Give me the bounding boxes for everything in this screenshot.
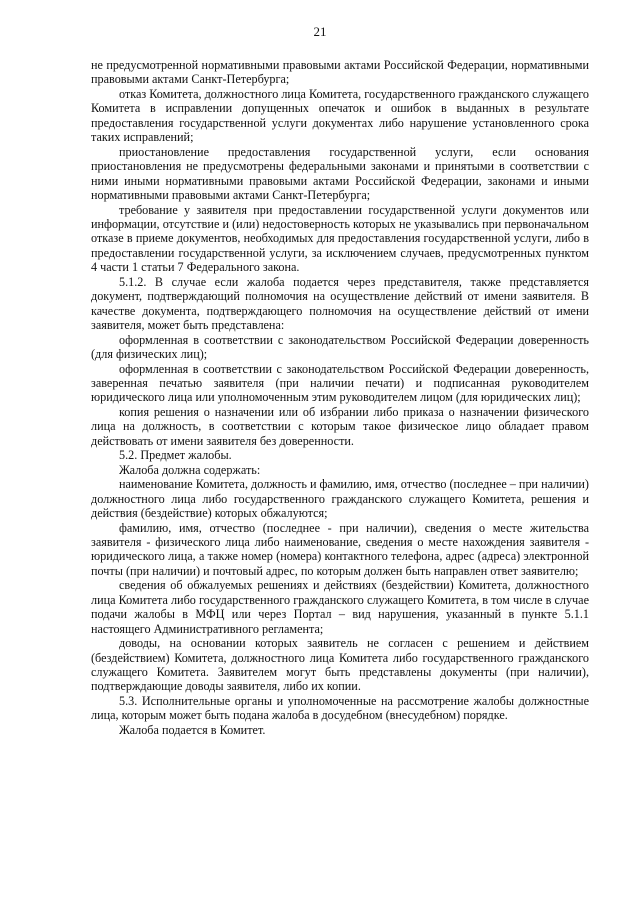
paragraph: требование у заявителя при предоставлении государственной услуги документов или информации, отсутствие и (или) недостоверность которых не указывались при первоначальном отказе в приеме документов, необходимых для предоставления государственной услуги, либо в предоставлении государственной услуги, за исключением случаев, предусмотренных пунктом 4 части 1 статьи 7 Федерального закона. [91,202,589,275]
paragraph: сведения об обжалуемых решениях и действиях (бездействии) Комитета, должностного лица Комитета либо государственного гражданского служащего Комитета, в том числе в случае подачи жалобы в МФЦ или через Портал – вид нарушения, указанный в пункте 5.1.1 настоящего Административного регламента; [91,578,589,636]
paragraph: оформленная в соответствии с законодательством Российской Федерации доверенность, заверенная печатью заявителя (при наличии печати) и подписанная руководителем юридического лица или уполномоченным этим руководителем лицом (для юридических лиц); [91,361,589,405]
paragraph: копия решения о назначении или об избрании либо приказа о назначении физического лица на должность, в соответствии с которым такое физическое лицо обладает правом действовать от имени заявителя без доверенности. [91,404,589,448]
paragraph: Жалоба должна содержать: [119,462,261,477]
paragraph: 5.2. Предмет жалобы. [119,448,232,463]
page-number: 21 [313,24,327,39]
document-body [91,58,589,737]
paragraph: 5.3. Исполнительные органы и уполномоченные на рассмотрение жалобы должностные лица, которым может быть подана жалоба в досудебном (внесудебном) порядке. [91,693,589,723]
paragraph: доводы, на основании которых заявитель не согласен с решением и действием (бездействием) Комитета, должностного лица Комитета либо государственного гражданского служащего Комитета. Заявителем могут быть представлены документы (при наличии), подтверждающие доводы заявителя, либо их копии. [91,636,589,694]
paragraph: наименование Комитета, должность и фамилию, имя, отчество (последнее – при наличии) должностного лица либо государственного гражданского служащего Комитета, решения и действия (бездействие) которых обжалуются; [91,477,589,521]
paragraph: приостановление предоставления государственной услуги, если основания приостановления не предусмотрены федеральными законами и принятыми в соответствии с ними иными нормативными правовыми актами Российской Федерации, законами и иными нормативными правовыми актами Санкт-Петербурга; [91,144,589,203]
paragraph: отказ Комитета, должностного лица Комитета, государственного гражданского служащего Комитета в исправлении допущенных опечаток и ошибок в выданных в результате предоставления государственной услуги документах либо нарушение установленного срока таких исправлений; [91,86,589,145]
paragraph: не предусмотренной нормативными правовыми актами Российской Федерации, нормативными правовыми актами Санкт-Петербурга; [91,58,589,87]
paragraph: фамилию, имя, отчество (последнее - при наличии), сведения о месте жительства заявителя - физического лица либо наименование, сведения о месте нахождения заявителя - юридического лица, а также номер (номера) контактного телефона, адрес (адреса) электронной почты (при наличии) и почтовый адрес, по которым должен быть направлен ответ заявителю; [91,520,589,578]
paragraph: оформленная в соответствии с законодательством Российской Федерации доверенность (для физических лиц); [91,332,589,362]
paragraph: 5.1.2. В случае если жалоба подается через представителя, также представляется документ, подтверждающий полномочия на осуществление действий от имени заявителя. В качестве документа, подтверждающего полномочия на осуществление действий от имени заявителя, может быть представлена: [91,274,589,333]
paragraph: Жалоба подается в Комитет. [119,722,266,737]
